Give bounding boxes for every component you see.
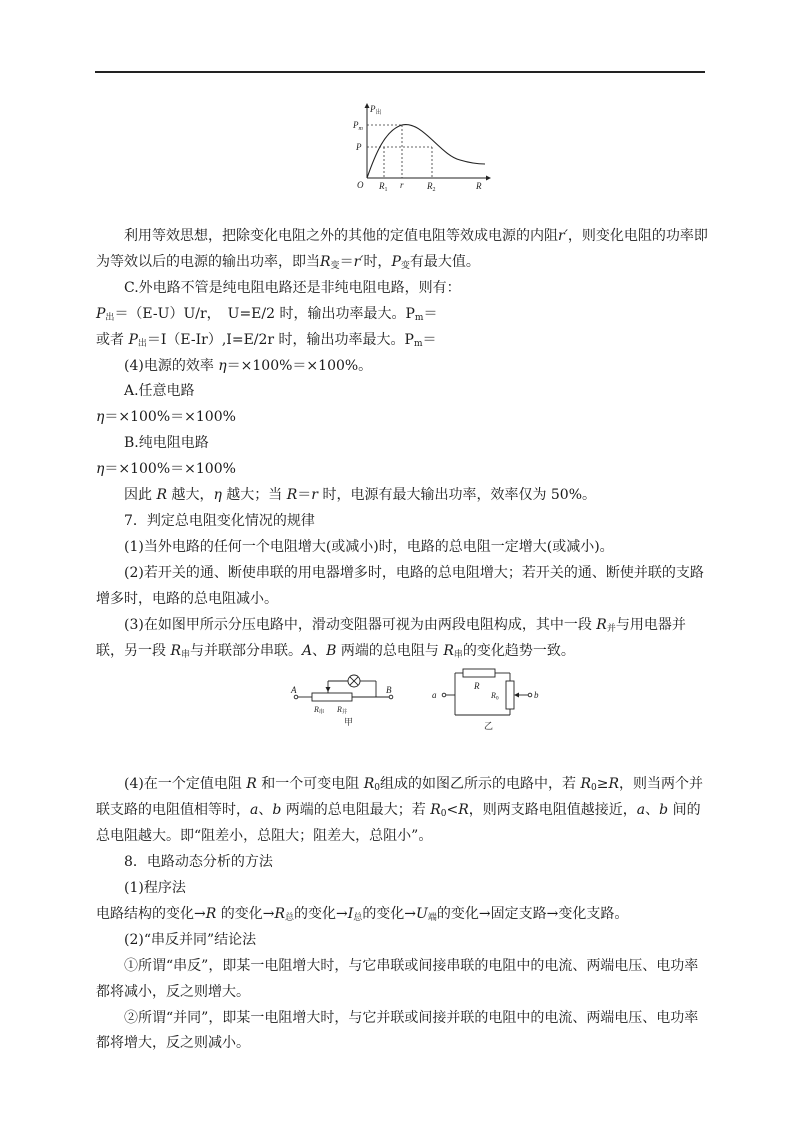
section-c-title: C.外电路不管是纯电阻电路还是非纯电阻电路，则有： (124, 279, 461, 296)
terminal-a-small-label: a (432, 690, 437, 700)
x-axis-label: R (476, 181, 482, 191)
terminal-b-label: B (386, 685, 392, 695)
power-curve (367, 125, 485, 178)
terminal-a-label: A (291, 685, 297, 695)
r1-label: $R_1$ (379, 181, 388, 193)
efficiency-heading: (4)电源的效率 η＝×100%＝×100%。 (124, 357, 373, 374)
terminal-b-small-label: b (534, 690, 539, 700)
slider-arrow-icon (326, 687, 331, 692)
power-curve-figure (350, 100, 500, 195)
origin-label: O (357, 180, 364, 190)
r2-label: $R_2$ (427, 181, 436, 193)
formula-c2: 或者 $P_出=I(E-Ir),I=E/2r$ 时，输出功率最大。$P_m=$ (96, 331, 437, 349)
method-2-series: ①所谓“串反”，即某一电阻增大时，与它串联或间接串联的电阻中的电流、两端电压、电功率都将减小，反之则增大。 (96, 957, 699, 1000)
resistor-r-label: R (474, 681, 480, 691)
conclusion: 因此 R 越大，η 越大；当 R＝r 时，电源有最大输出功率，效率仅为 50%。 (124, 487, 597, 504)
figure-yi-caption: 乙 (484, 721, 494, 731)
pm-label: $P_m$ (353, 120, 363, 132)
section-a-title: A.任意电路 (124, 383, 195, 400)
y-axis-label: $P_出$ (370, 104, 382, 116)
terminal-a (294, 695, 298, 699)
method-1-chain: 电路结构的变化→R 的变化$\to R_总$的变化$\to I_总$的变化$\to U_端$的变化→固定支路→变化支路。 (96, 905, 629, 923)
method-1-title: (1)程序法 (124, 880, 186, 897)
header-rule (95, 71, 705, 73)
main-text (96, 224, 709, 1057)
section-7-title: 7．判定总电阻变化情况的规律 (124, 512, 315, 529)
parallel-circuit-figure (430, 668, 545, 732)
section-b-title: B.纯电阻电路 (124, 435, 209, 452)
terminal-a-small (442, 693, 446, 697)
r-series-label: R串 (314, 705, 325, 716)
slider-arrow-icon (514, 693, 519, 698)
rule-7-2: (2)若开关的通、断使串联的用电器增多时，电路的总电阻增大；若开关的通、断使并联的支路增多时，电路的总电阻减小。 (96, 564, 704, 607)
variable-resistor-r0 (506, 681, 514, 709)
formula-a: η＝×100%＝×100% (96, 409, 236, 426)
r-parallel-label: R并 (337, 705, 348, 716)
section-8-title: 8．电路动态分析的方法 (124, 854, 273, 871)
divider-circuit-figure (288, 670, 408, 728)
rule-7-1: (1)当外电路的任何一个电阻增大(或减小)时，电路的总电阻一定增大(或减小)。 (124, 538, 614, 555)
formula-b: η＝×100%＝×100% (96, 461, 236, 478)
r-label: r (400, 180, 404, 190)
rule-7-4: (4)在一个定值电阻 R 和一个可变电阻 $R_0$组成的如图乙所示的电路中，若 $R_0\ge R$，则当两个并联支路的电阻值相等时，a、b 两端的总电阻最大；若 $R_0<R$，则两支路电阻值越接近，a、b 间的总电阻越大。即“阻差小，总阻大；阻差大，总阻小”。 (96, 776, 704, 845)
rule-7-3: (3)在如图甲所示分压电路中，滑动变阻器可视为由两段电阻构成，其中一段 $R_并$与用电器并联，另一段 $R_串$与并联部分串联。A、B 两端的总电阻与 $R_串$的变化趋势一致。 (96, 616, 686, 660)
method-2-title: (2)“串反并同”结论法 (124, 931, 257, 948)
formula-c1: $P_出=(E-U)U/r$， U=E/2 时，输出功率最大。$P_m=$ (96, 305, 438, 323)
resistor-r0-label: R0 (491, 691, 499, 702)
terminal-b (389, 695, 393, 699)
p-label: P (356, 142, 362, 152)
x-axis-arrow-icon (486, 176, 491, 181)
y-axis-arrow-icon (365, 103, 370, 108)
resistor-r (463, 669, 495, 677)
figure-jia-caption: 甲 (344, 717, 354, 727)
method-2-parallel: ②所谓“并同”，即某一电阻增大时，与它并联或间接并联的电阻中的电流、两端电压、电功率都将增大，反之则减小。 (96, 1009, 699, 1052)
rheostat-resistor (312, 693, 352, 701)
paragraph-equivalence: 利用等效思想，把除变化电阻之外的其他的定值电阻等效成电源的内阻r′，则变化电阻的功率即为等效以后的电源的输出功率，即当$R_变=r'$时，$P_变$有最大值。 (96, 228, 708, 271)
terminal-b-small (528, 693, 532, 697)
